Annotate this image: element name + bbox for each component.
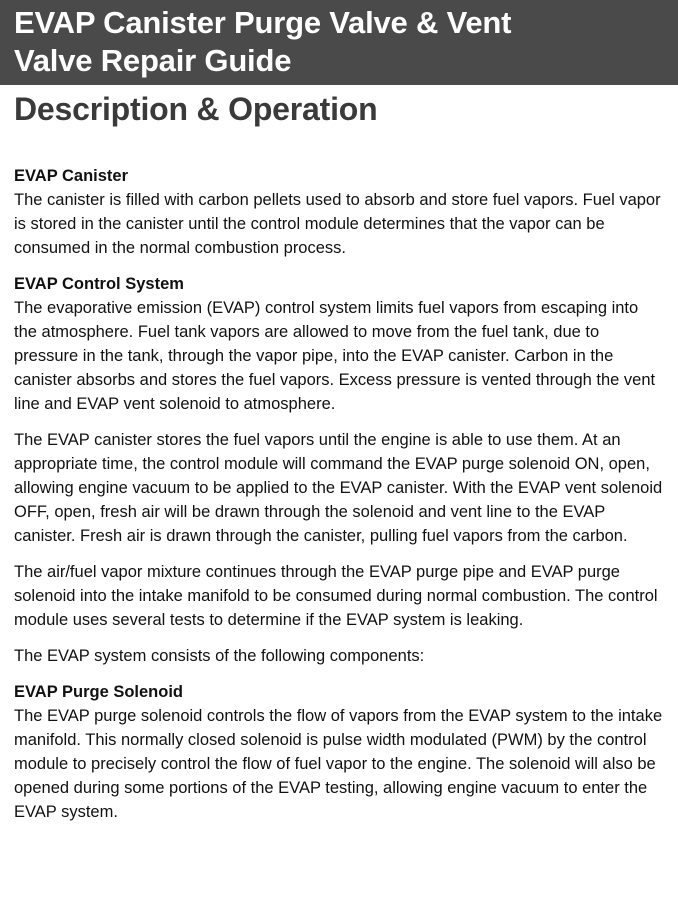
evap-purge-solenoid-text: The EVAP purge solenoid controls the flow of vapors from the EVAP system to the intake manifold. This normally closed solenoid is pulse width modulated (PWM) by the control module to precisely control the flow of fuel vapor to the engine. The solenoid will also be opened during some portions of the EVAP testing, allowing engine vacuum to enter the EVAP system. [14,707,663,821]
title-bar [0,0,678,85]
page-title [14,4,664,80]
evap-control-system-heading: EVAP Control System [14,275,184,293]
evap-storage-paragraph: The EVAP canister stores the fuel vapors until the engine is able to use them. At an appropriate time, the control module will command the EVAP purge solenoid ON, open, allowing engine vacuum to be applied to the EVAP canister. With the EVAP vent solenoid OFF, open, fresh air will be drawn through the solenoid and vent line to the EVAP canister. Fresh air is drawn through the canister, pulling fuel vapors from the carbon. [14,431,663,545]
evap-control-system-text: The evaporative emission (EVAP) control system limits fuel vapors from escaping into the atmosphere. Fuel tank vapors are allowed to move from the fuel tank, due to pressure in the tank, through the vapor pipe, into the EVAP canister. Carbon in the canister absorbs and stores the fuel vapors. Excess pressure is vented through the vent line and EVAP vent solenoid to atmosphere. [14,299,656,413]
evap-control-system-section [14,272,664,416]
article-content [0,164,678,824]
evap-components-intro: The EVAP system consists of the following components: [14,647,425,665]
section-title: Description & Operation [14,91,378,127]
evap-purge-solenoid-heading: EVAP Purge Solenoid [14,683,184,701]
evap-canister-section [14,164,664,260]
evap-mixture-paragraph: The air/fuel vapor mixture continues through the EVAP purge pipe and EVAP purge solenoid into the intake manifold to be consumed during normal combustion. The control module uses several tests to determine if the EVAP system is leaking. [14,563,658,629]
evap-purge-solenoid-section [14,680,664,824]
page-title-line-2: Valve Repair Guide [14,43,292,78]
evap-canister-heading: EVAP Canister [14,167,129,185]
evap-canister-text: The canister is filled with carbon pellets used to absorb and store fuel vapors. Fuel vapor is stored in the canister until the control module determines that the vapor can be consumed in the normal combustion process. [14,191,661,257]
page-title-line-1: EVAP Canister Purge Valve & Vent [14,5,512,40]
